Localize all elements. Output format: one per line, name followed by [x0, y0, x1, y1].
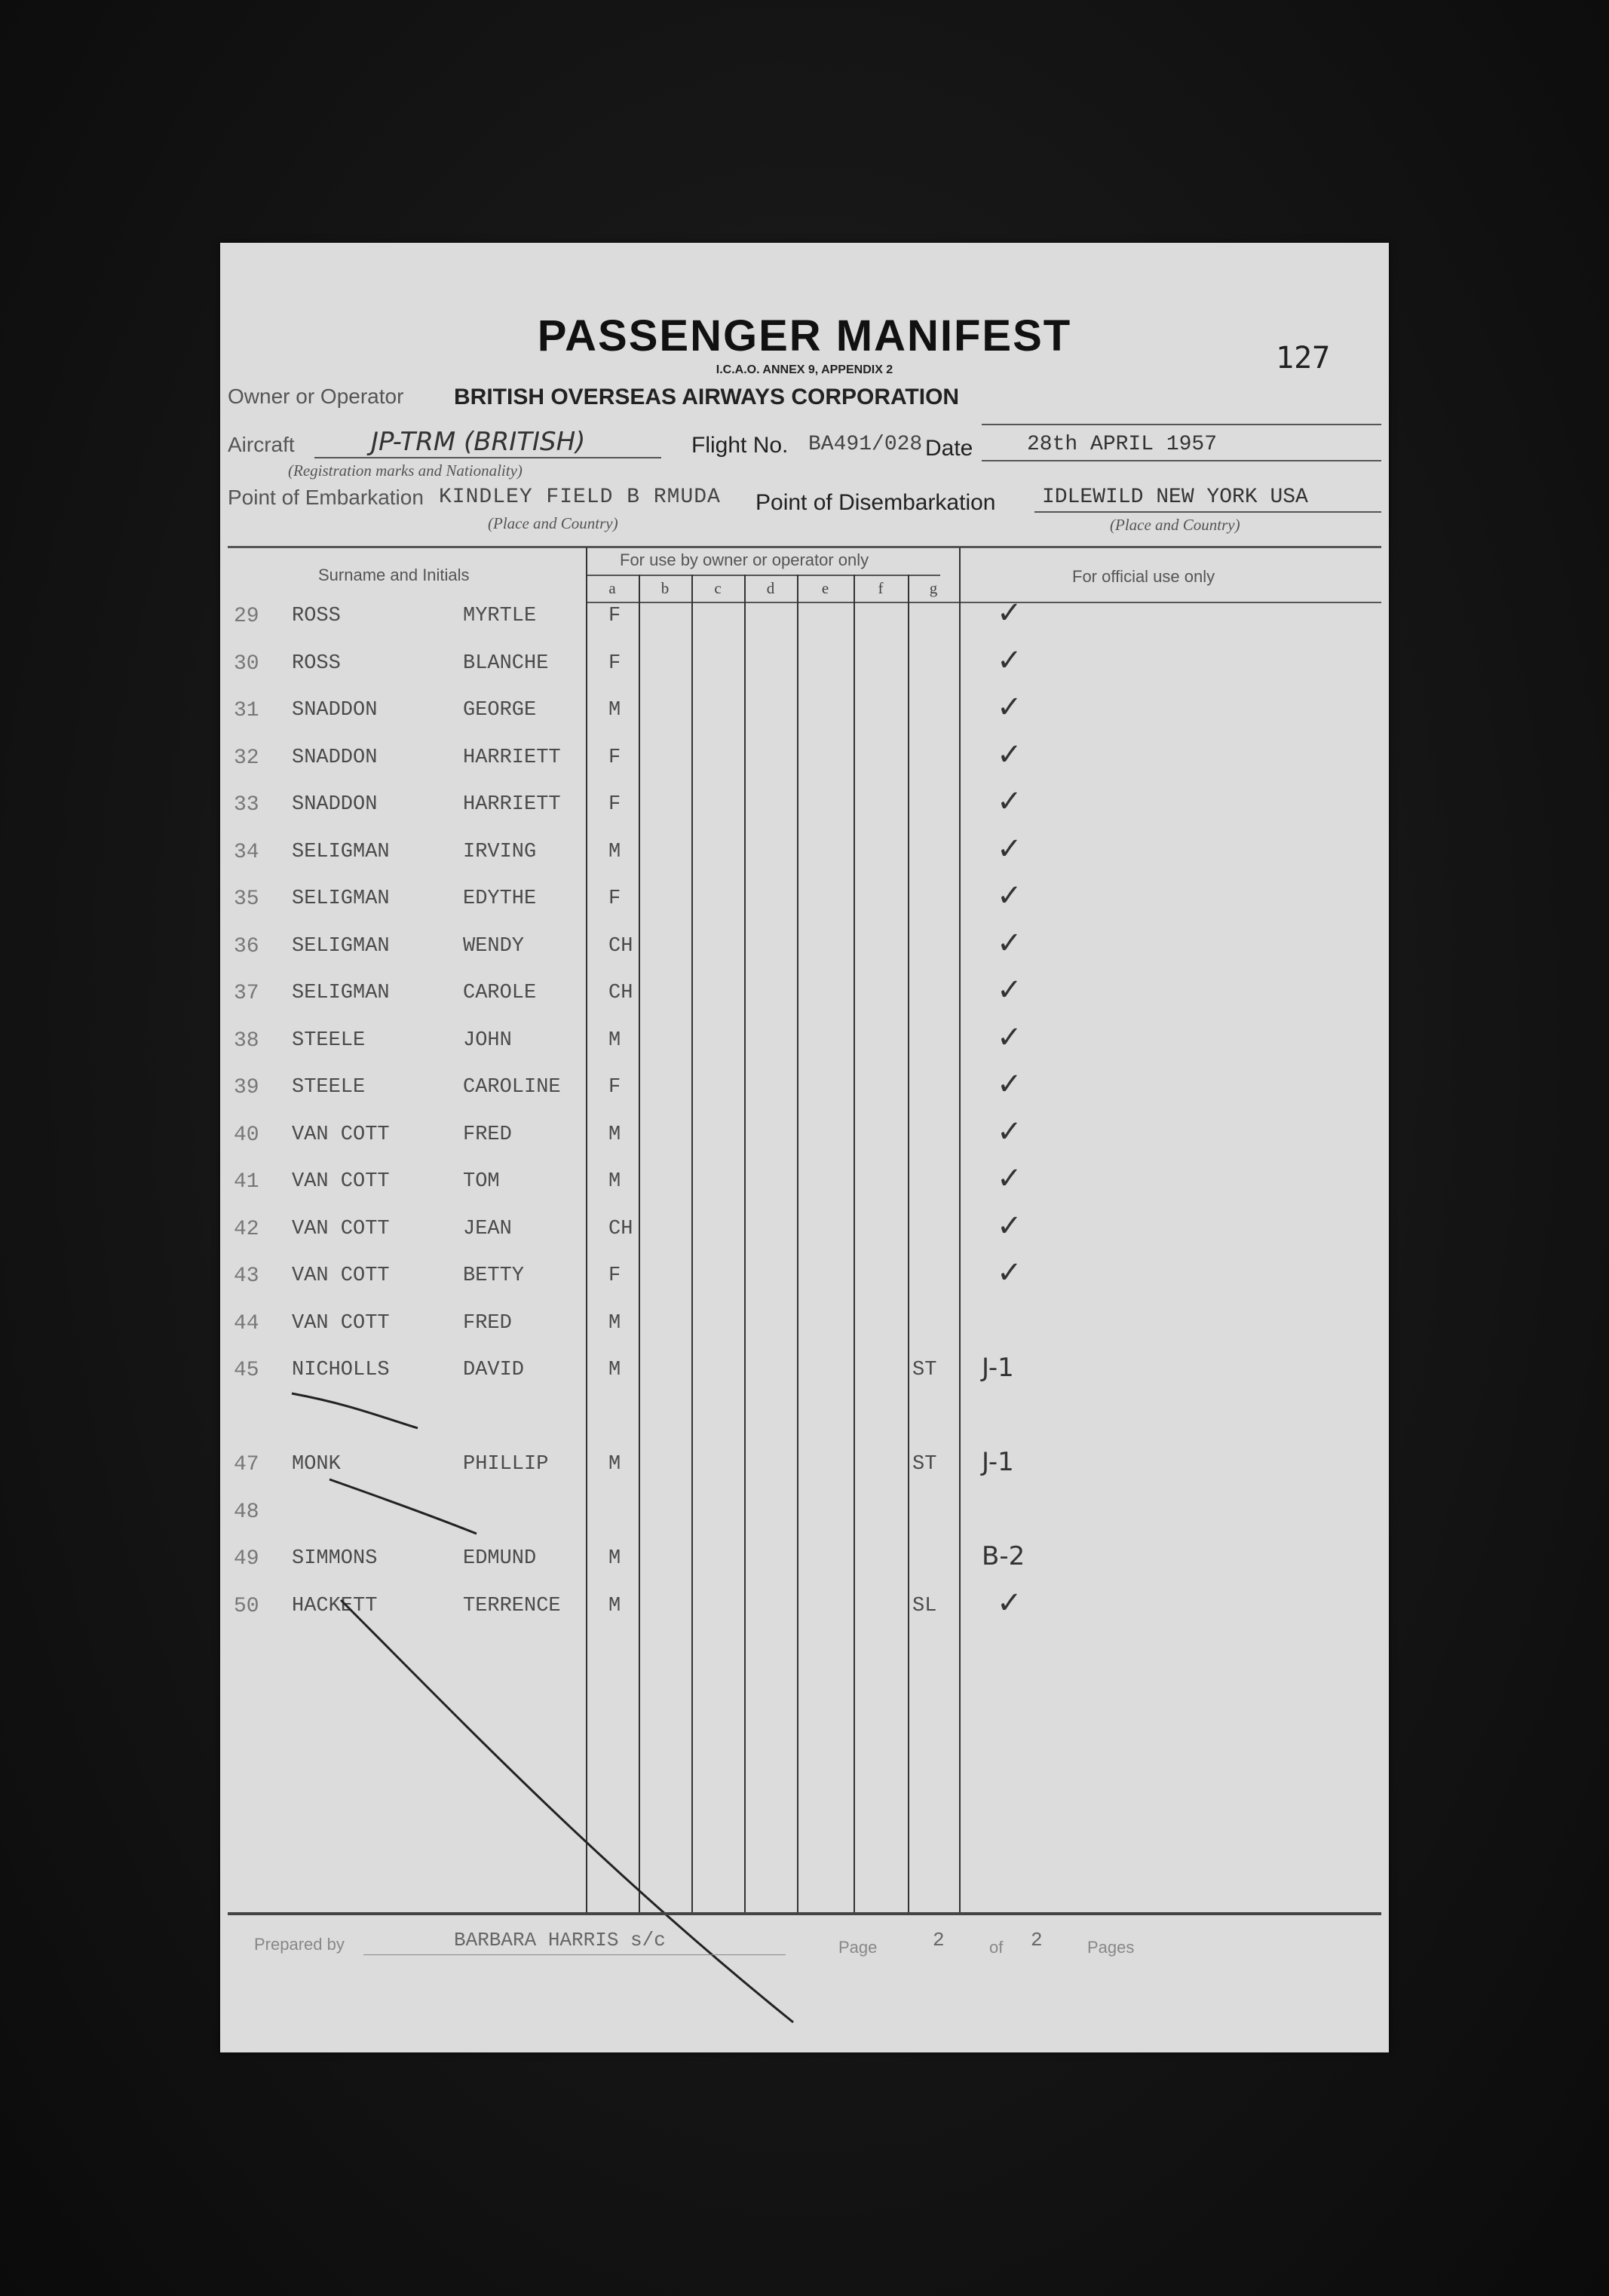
- column-g-cell: SL: [912, 1594, 937, 1617]
- row-number: 36: [234, 934, 259, 958]
- row-number: 29: [234, 605, 259, 628]
- column-g-cell: ST: [912, 1453, 937, 1476]
- embarkation-value: KINDLEY FIELD B RMUDA: [439, 486, 721, 509]
- row-number: 49: [234, 1547, 259, 1571]
- surname-cell: MONK: [292, 1453, 341, 1476]
- given-name-cell: BETTY: [463, 1264, 525, 1287]
- surname-cell: SELIGMAN: [292, 840, 390, 863]
- official-column-header: For official use only: [1072, 567, 1215, 586]
- embarkation-label: Point of Embarkation: [228, 486, 424, 509]
- date-value: 28th APRIL 1957: [1027, 433, 1218, 456]
- official-mark: ✓: [997, 925, 1022, 961]
- row-number: 34: [234, 840, 259, 864]
- given-name-cell: MYRTLE: [463, 605, 537, 627]
- column-header-d: d: [766, 579, 775, 597]
- column-header-f: f: [878, 579, 884, 597]
- disembarkation-label: Point of Disembarkation: [755, 490, 996, 515]
- official-mark: ✓: [997, 1067, 1022, 1102]
- surname-cell: SELIGMAN: [292, 982, 390, 1004]
- disembarkation-value: IDLEWILD NEW YORK USA: [1042, 486, 1308, 509]
- surname-cell: VAN COTT: [292, 1311, 390, 1335]
- surname-cell: SNADDON: [292, 793, 378, 816]
- row-number: 41: [234, 1170, 259, 1194]
- given-name-cell: IRVING: [463, 840, 537, 863]
- official-mark: ✓: [997, 878, 1022, 913]
- official-mark: ✓: [997, 784, 1022, 819]
- official-mark: B-2: [982, 1541, 1025, 1571]
- of-value: 2: [1031, 1929, 1043, 1951]
- embarkation-caption: (Place and Country): [488, 514, 618, 532]
- given-name-cell: GEORGE: [463, 699, 537, 722]
- sex-cell: F: [608, 1076, 621, 1099]
- official-mark: ✓: [997, 737, 1022, 772]
- prepared-by-underline: [363, 1954, 786, 1955]
- sex-cell: M: [608, 1453, 621, 1476]
- official-mark: ✓: [997, 1161, 1022, 1196]
- flight-value: BA491/028: [808, 433, 923, 456]
- row-number: 50: [234, 1594, 259, 1618]
- sex-cell: M: [608, 840, 621, 863]
- official-mark: ✓: [997, 831, 1022, 866]
- page-title: PASSENGER MANIFEST: [537, 311, 1072, 360]
- surname-cell: SELIGMAN: [292, 887, 390, 910]
- column-header-b: b: [660, 579, 670, 597]
- given-name-cell: HARRIETT: [463, 746, 561, 769]
- date-label: Date: [925, 436, 973, 461]
- column-header-e: e: [821, 579, 829, 597]
- sex-cell: CH: [608, 934, 633, 958]
- row-number: 40: [234, 1123, 259, 1147]
- given-name-cell: JEAN: [463, 1217, 512, 1240]
- column-g-cell: ST: [912, 1359, 937, 1381]
- disembarkation-caption: (Place and Country): [1110, 516, 1240, 534]
- row-number: 35: [234, 887, 259, 911]
- given-name-cell: CAROLINE: [463, 1076, 561, 1099]
- page-label: Page: [838, 1938, 878, 1957]
- given-name-cell: DAVID: [463, 1359, 525, 1381]
- page-subtitle: I.C.A.O. ANNEX 9, APPENDIX 2: [716, 363, 893, 376]
- surname-cell: VAN COTT: [292, 1123, 390, 1146]
- column-header-g: g: [929, 579, 938, 597]
- given-name-cell: PHILLIP: [463, 1453, 549, 1476]
- sex-cell: F: [608, 793, 621, 816]
- sex-cell: M: [608, 699, 621, 722]
- official-mark: J-1: [982, 1447, 1014, 1477]
- aircraft-label: Aircraft: [228, 433, 295, 456]
- operator-columns-header: For use by owner or operator only: [620, 550, 869, 569]
- official-mark: ✓: [997, 1585, 1022, 1620]
- row-number: 32: [234, 746, 259, 770]
- prepared-by-label: Prepared by: [254, 1935, 345, 1954]
- row-number: 45: [234, 1359, 259, 1382]
- row-number: 42: [234, 1217, 259, 1241]
- sex-cell: M: [608, 1359, 621, 1381]
- sex-cell: F: [608, 887, 621, 910]
- official-mark: J-1: [982, 1353, 1014, 1383]
- given-name-cell: EDMUND: [463, 1547, 537, 1570]
- row-number: 47: [234, 1453, 259, 1476]
- handwritten-strike-marks: [220, 243, 1389, 2052]
- sex-cell: F: [608, 1264, 621, 1287]
- sex-cell: F: [608, 746, 621, 769]
- sex-cell: CH: [608, 982, 633, 1004]
- given-name-cell: CAROLE: [463, 982, 537, 1004]
- given-name-cell: FRED: [463, 1311, 512, 1335]
- given-name-cell: BLANCHE: [463, 651, 549, 675]
- official-mark: ✓: [997, 1255, 1022, 1290]
- of-label: of: [989, 1938, 1004, 1957]
- official-mark: ✓: [997, 1208, 1022, 1243]
- row-number: 44: [234, 1311, 259, 1335]
- flight-label: Flight No.: [691, 433, 789, 458]
- column-header-a: a: [608, 579, 616, 597]
- surname-cell: NICHOLLS: [292, 1359, 390, 1381]
- given-name-cell: HARRIETT: [463, 793, 561, 816]
- official-mark: ✓: [997, 1019, 1022, 1055]
- sex-cell: M: [608, 1028, 621, 1052]
- sex-cell: F: [608, 605, 621, 627]
- owner-value: BRITISH OVERSEAS AIRWAYS CORPORATION: [454, 385, 960, 409]
- sex-cell: M: [608, 1123, 621, 1146]
- surname-cell: SELIGMAN: [292, 934, 390, 958]
- footer-rule: [228, 1912, 1381, 1915]
- column-header-c: c: [714, 579, 722, 597]
- official-mark: ✓: [997, 596, 1022, 630]
- surname-cell: HACKETT: [292, 1594, 378, 1617]
- surname-cell: ROSS: [292, 651, 341, 675]
- given-name-cell: WENDY: [463, 934, 525, 958]
- given-name-cell: FRED: [463, 1123, 512, 1146]
- sex-cell: M: [608, 1170, 621, 1193]
- surname-cell: SNADDON: [292, 699, 378, 722]
- row-number: 38: [234, 1028, 259, 1053]
- surname-cell: SNADDON: [292, 746, 378, 769]
- owner-label: Owner or Operator: [228, 385, 404, 408]
- sex-cell: M: [608, 1547, 621, 1570]
- pages-label: Pages: [1087, 1938, 1135, 1957]
- given-name-cell: JOHN: [463, 1028, 512, 1052]
- row-number: 33: [234, 793, 259, 817]
- official-mark: ✓: [997, 690, 1022, 725]
- page-value: 2: [933, 1929, 945, 1951]
- official-mark: ✓: [997, 642, 1022, 678]
- surname-cell: VAN COTT: [292, 1264, 390, 1287]
- manifest-sheet: [220, 243, 1389, 2052]
- official-mark: ✓: [997, 1114, 1022, 1149]
- row-number: 31: [234, 699, 259, 722]
- surname-cell: STEELE: [292, 1076, 366, 1099]
- row-number: 30: [234, 651, 259, 676]
- surname-cell: VAN COTT: [292, 1170, 390, 1193]
- given-name-cell: TERRENCE: [463, 1594, 561, 1617]
- surname-cell: STEELE: [292, 1028, 366, 1052]
- row-number: 48: [234, 1500, 259, 1524]
- given-name-cell: EDYTHE: [463, 887, 537, 910]
- surname-cell: ROSS: [292, 605, 341, 627]
- given-name-cell: TOM: [463, 1170, 500, 1193]
- page-stamp-number: 127: [1276, 341, 1331, 376]
- sex-cell: M: [608, 1594, 621, 1617]
- surname-column-header: Surname and Initials: [318, 566, 470, 584]
- sex-cell: M: [608, 1311, 621, 1335]
- prepared-by-value: BARBARA HARRIS s/c: [454, 1929, 666, 1951]
- sex-cell: CH: [608, 1217, 633, 1240]
- aircraft-value: JP-TRM (BRITISH): [371, 427, 586, 457]
- sex-cell: F: [608, 651, 621, 675]
- official-mark: ✓: [997, 973, 1022, 1007]
- surname-cell: SIMMONS: [292, 1547, 378, 1570]
- row-number: 43: [234, 1264, 259, 1288]
- surname-cell: VAN COTT: [292, 1217, 390, 1240]
- row-number: 39: [234, 1076, 259, 1099]
- aircraft-caption: (Registration marks and Nationality): [288, 461, 523, 480]
- row-number: 37: [234, 982, 259, 1005]
